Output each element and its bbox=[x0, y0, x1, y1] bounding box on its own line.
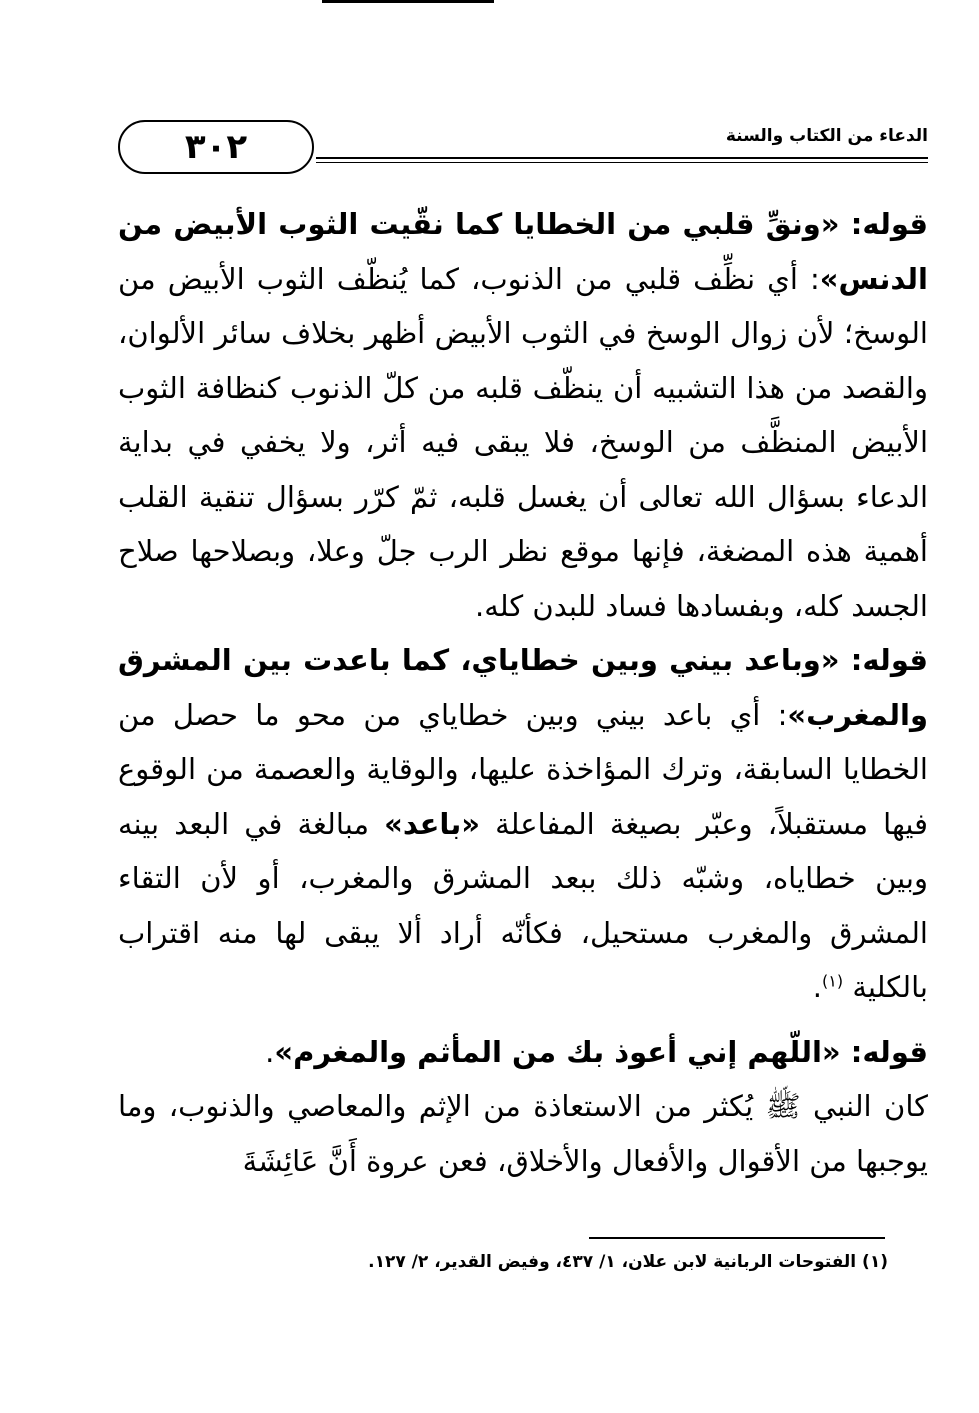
page-header bbox=[118, 120, 928, 180]
paragraph-1 bbox=[118, 197, 928, 633]
header-rule bbox=[316, 157, 928, 159]
footnote-rule bbox=[589, 1237, 885, 1239]
running-title: الدعاء من الكتاب والسنة bbox=[725, 126, 928, 146]
footnote: (١) الفتوحات الربانية لابن علان، ١/ ٤٣٧، وفيض القدير، ٢/ ١٢٧. bbox=[368, 1252, 888, 1272]
hadith-quote: «وباعد بيني وبين خطاياي، كما باعدت بين المشرق والمغرب» bbox=[118, 643, 928, 732]
main-text bbox=[118, 197, 928, 1188]
hadith-quote: «ونقِّ قلبي من الخطايا كما نقّيت الثوب الأبيض من الدنس» bbox=[118, 207, 928, 296]
para-label: قوله: bbox=[839, 207, 929, 241]
paragraph-2 bbox=[118, 633, 928, 1015]
page-number: ٣٠٢ bbox=[118, 120, 314, 174]
header-rule-thin bbox=[316, 162, 928, 163]
para-label: قوله: bbox=[839, 643, 928, 677]
para-end: . bbox=[265, 1034, 275, 1069]
paragraph-3 bbox=[118, 1025, 928, 1080]
para-label: قوله: bbox=[840, 1034, 928, 1069]
para-text: مبالغة في البعد بينه وبين خطاياه، وشبّه ذلك ببعد المشرق والمغرب، أو لأن التقاء المشرق والمغرب مستحيل، فكأنّه أراد ألا يبقى لها منه اقتراب بالكلية bbox=[118, 806, 928, 1004]
para-text: كان النبي ﷺ يُكثر من الاستعاذة من الإثم والمعاصي والذنوب، وما يوجبها من الأقوال والأفعال والأخلاق، فعن عروة أَنَّ عَائِشَةَ bbox=[118, 1089, 928, 1178]
top-rule bbox=[322, 0, 494, 3]
hadith-quote: «اللّهم إني أعوذ بك من المأثم والمغرم» bbox=[274, 1034, 841, 1069]
footnote-reference[interactable]: (١) bbox=[822, 971, 844, 991]
para-end: . bbox=[812, 970, 823, 1004]
paragraph-4 bbox=[118, 1079, 928, 1188]
para-text: : أي باعد بيني وبين خطاياي من محو ما حصل من الخطايا السابقة، وترك المؤاخذة عليها، والوقاية والعصمة من الوقوع فيها مستقبلاً، وعبّر بصيغة المفاعلة bbox=[118, 697, 928, 841]
para-text: : أي نظِّف قلبي من الذنوب، كما يُنظّف الثوب الأبيض من الوسخ؛ لأن زوال الوسخ في الثوب الأبيض أظهر بخلاف سائر الألوان، والقصد من هذا التشبيه أن ينظّف قلبه من كلّ الذنوب كنظافة الثوب الأبيض المنظَّف من الوسخ، فلا يبقى فيه أثر، ولا يخفي في بداية الدعاء بسؤال الله تعالى أن يغسل قلبه، ثمّ كرّر بسؤال تنقية القلب أهمية هذه المضغة، فإنها موقع نظر الرب جلّ وعلا، وبصلاحها صلاح الجسد كله، وبفسادها فساد للبدن كله. bbox=[118, 261, 928, 623]
inline-bold-word: «باعد» bbox=[384, 806, 480, 841]
